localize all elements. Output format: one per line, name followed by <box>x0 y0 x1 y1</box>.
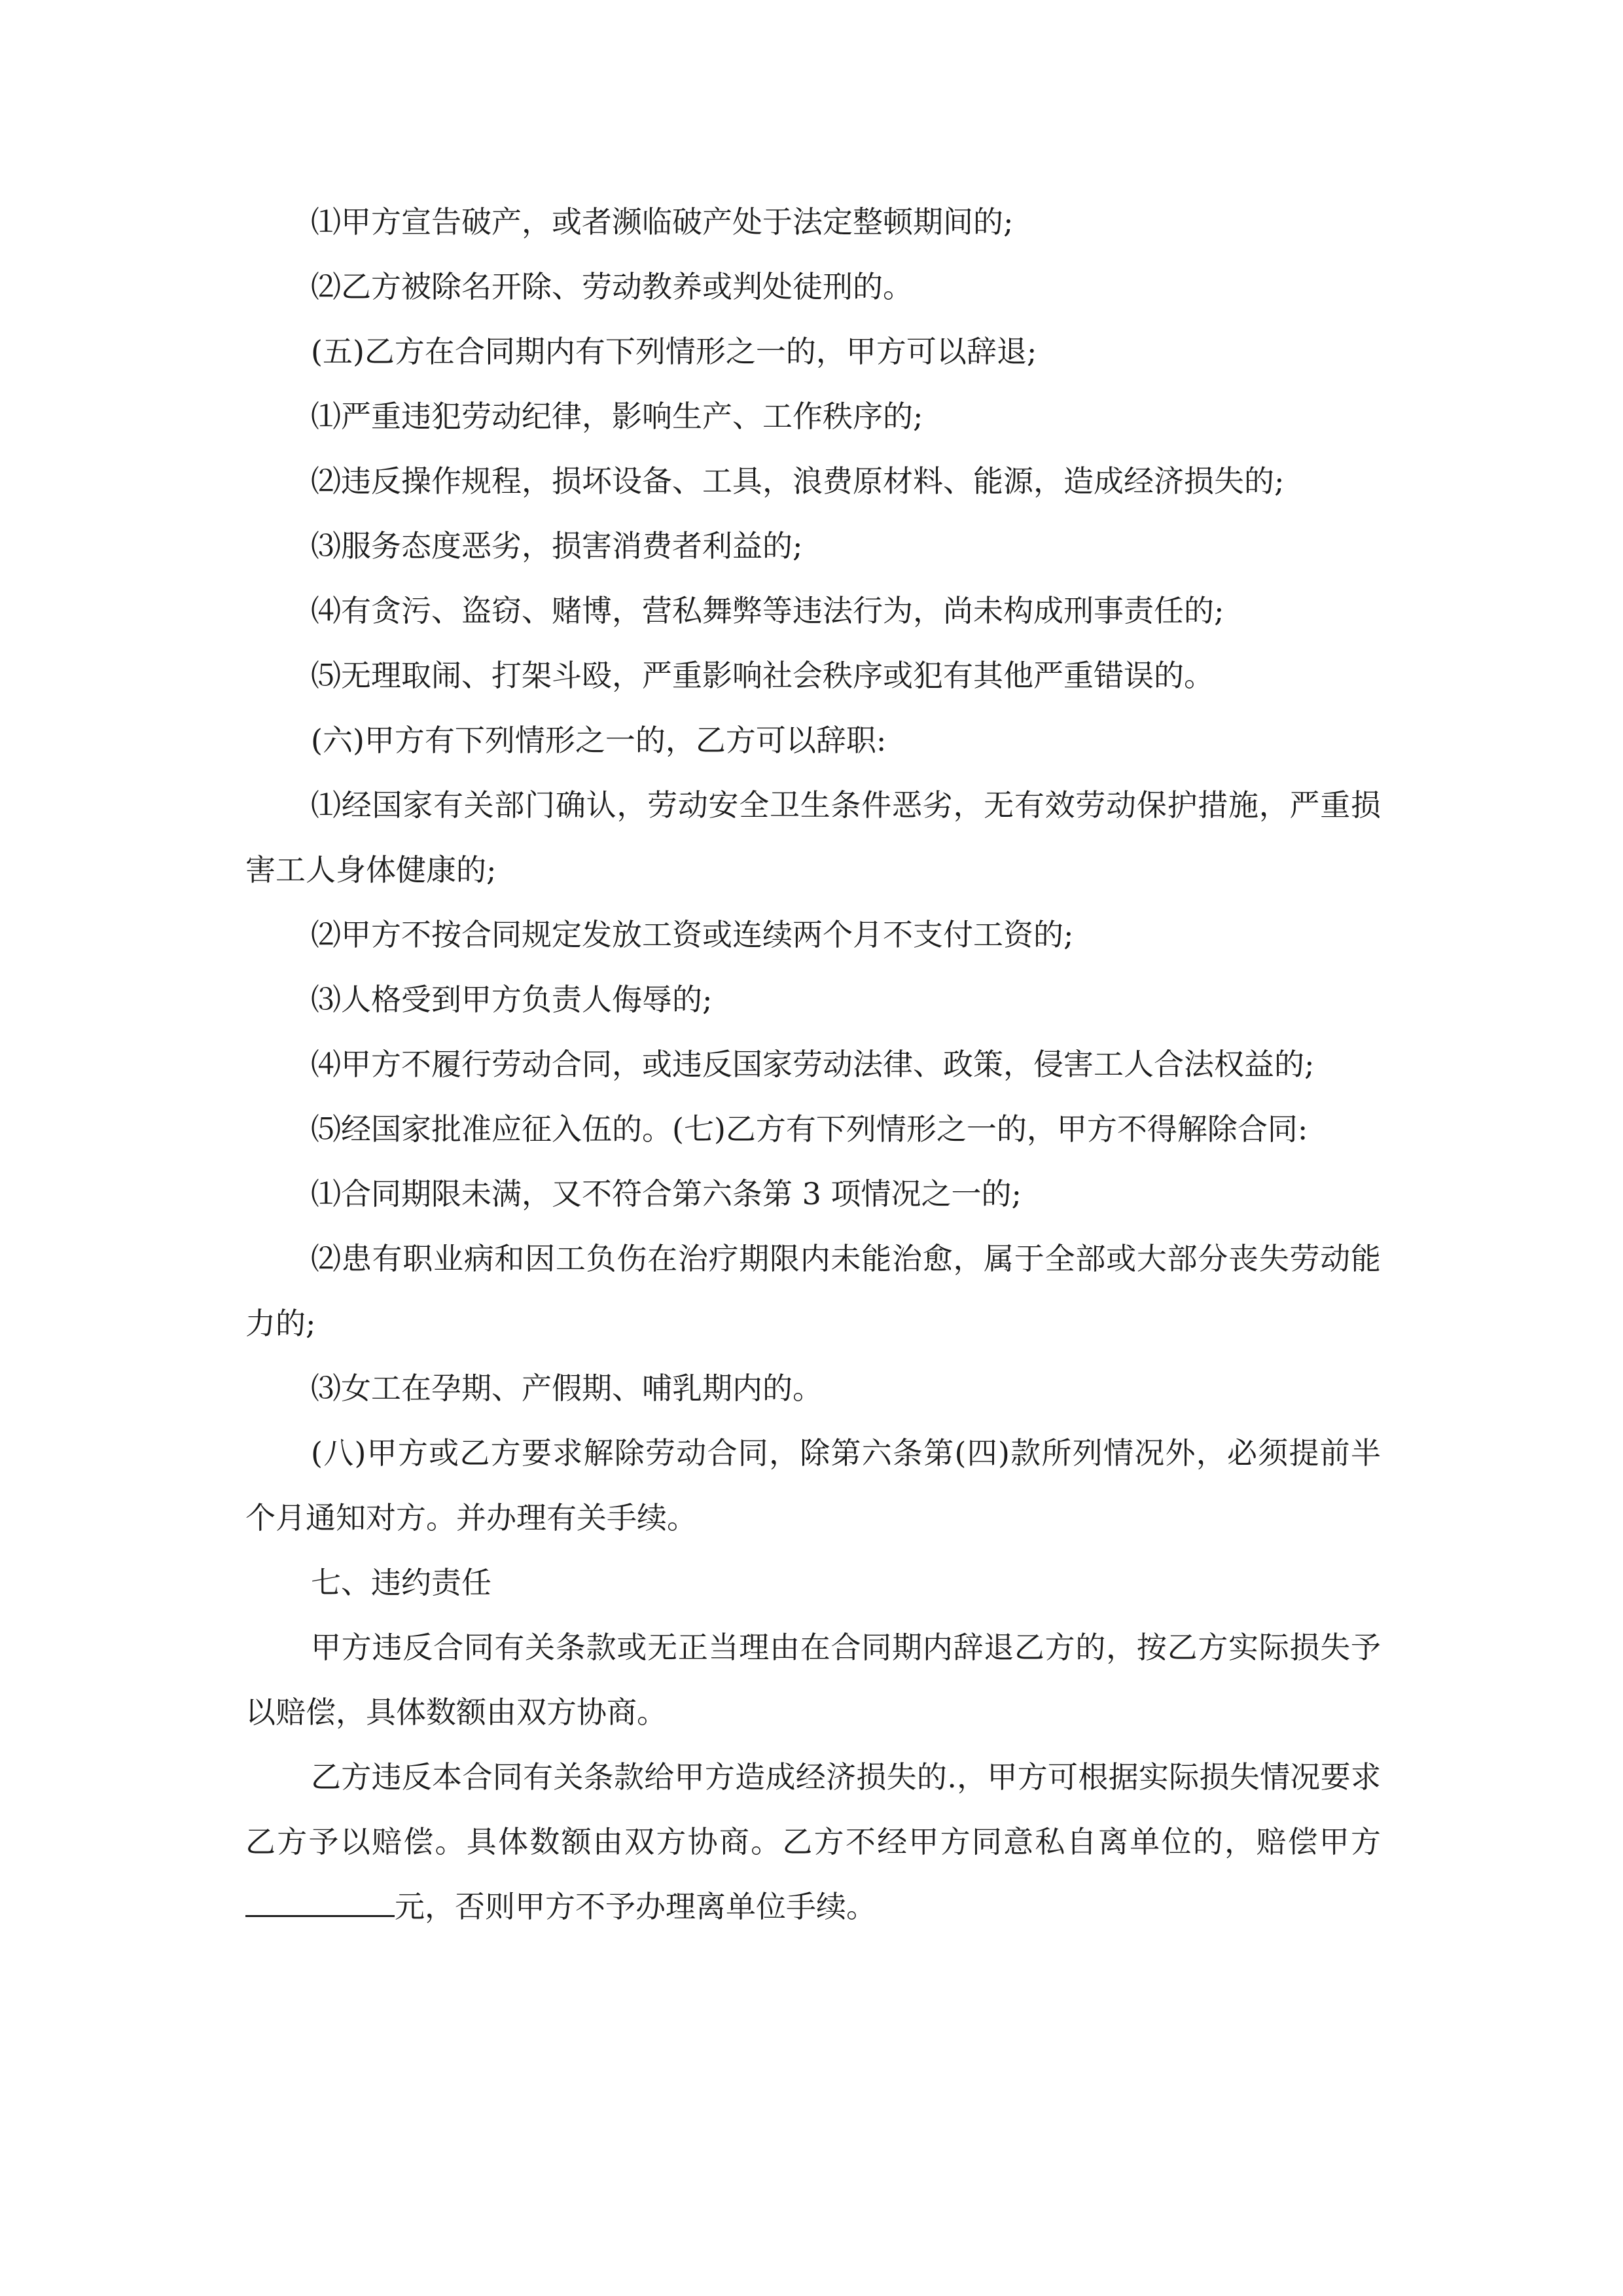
paragraph-party-a-liability: 甲方违反合同有关条款或无正当理由在合同期内辞退乙方的，按乙方实际损失予以赔偿，具体数额由双方协商。 <box>245 1630 1381 1730</box>
party-b-liability-tail: 元，否则甲方不予办理离单位手续。 <box>395 1889 876 1924</box>
paragraph-section-eight: (八)甲方或乙方要求解除劳动合同，除第六条第(四)款所列情况外，必须提前半个月通知对方。并办理有关手续。 <box>245 1435 1381 1535</box>
paragraph-section-six: (六)甲方有下列情形之一的，乙方可以辞职: <box>311 723 887 758</box>
paragraph-occupational-disease: ⑵患有职业病和因工负伤在治疗期限内未能治愈，属于全部或大部分丧失劳动能力的; <box>245 1241 1381 1341</box>
document-body <box>245 190 1381 1939</box>
paragraph-disorder: ⑸无理取闹、打架斗殴，严重影响社会秩序或犯有其他严重错误的。 <box>311 658 1214 693</box>
paragraph-discipline: ⑴严重违犯劳动纪律，影响生产、工作秩序的; <box>311 399 923 434</box>
paragraph-section-five: (五)乙方在合同期内有下列情形之一的，甲方可以辞退; <box>311 334 1037 369</box>
party-b-liability-text: 乙方违反本合同有关条款给甲方造成经济损失的.，甲方可根据实际损失情况要求乙方予以赔偿。具体数额由双方协商。乙方不经甲方同意私自离单位的，赔偿甲方 <box>245 1759 1381 1859</box>
paragraph-safety-conditions: ⑴经国家有关部门确认，劳动安全卫生条件恶劣，无有效劳动保护措施，严重损害工人身体健康的; <box>245 787 1381 888</box>
paragraph-party-b-liability <box>245 1745 1381 1939</box>
paragraph-operation-rules: ⑵违反操作规程，损坏设备、工具，浪费原材料、能源，造成经济损失的; <box>311 463 1285 499</box>
paragraph-insult: ⑶人格受到甲方负责人侮辱的; <box>311 982 713 1017</box>
paragraph-enlistment-section-seven: ⑸经国家批准应征入伍的。(七)乙方有下列情形之一的，甲方不得解除合同: <box>311 1111 1308 1147</box>
compensation-amount-blank[interactable] <box>245 1886 395 1917</box>
paragraph-dismissal-sentence: ⑵乙方被除名开除、劳动教养或判处徒刑的。 <box>311 269 913 304</box>
paragraph-wages: ⑵甲方不按合同规定发放工资或连续两个月不支付工资的; <box>311 917 1074 952</box>
paragraph-female-workers: ⑶女工在孕期、产假期、哺乳期内的。 <box>311 1371 823 1406</box>
paragraph-service-attitude: ⑶服务态度恶劣，损害消费者利益的; <box>311 528 803 564</box>
paragraph-term-not-expired: ⑴合同期限未满，又不符合第六条第 3 项情况之一的; <box>311 1176 1022 1211</box>
section-heading-breach-liability: 七、违约责任 <box>311 1565 491 1600</box>
paragraph-contract-breach: ⑷甲方不履行劳动合同，或违反国家劳动法律、政策，侵害工人合法权益的; <box>311 1047 1315 1082</box>
paragraph-illegal-acts: ⑷有贪污、盗窃、赌博，营私舞弊等违法行为，尚未构成刑事责任的; <box>311 593 1224 628</box>
paragraph-bankruptcy: ⑴甲方宣告破产，或者濒临破产处于法定整顿期间的; <box>311 204 1014 240</box>
